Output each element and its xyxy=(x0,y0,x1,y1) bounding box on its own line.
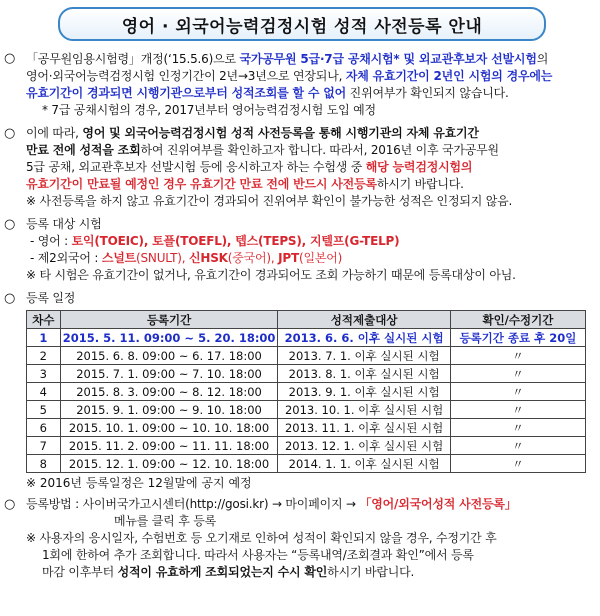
content xyxy=(4,50,594,587)
section-regulation-change xyxy=(4,50,594,119)
note-cont: 1회에 한하여 추가 조회합니다. 따라서 사용자는 “등록내역/조회결과 확인”에서 등록 xyxy=(42,548,474,562)
cell-confirm-period: 〃 xyxy=(450,383,585,401)
cell-confirm-period: 〃 xyxy=(450,347,585,365)
cell-registration-period: 2015. 11. 2. 09:00 ~ 11. 11. 18:00 xyxy=(60,437,278,455)
cell-score-target: 2013. 6. 6. 이후 실시된 시험 xyxy=(278,329,450,347)
table-header-row xyxy=(27,311,586,329)
method-line: 메뉴를 클릭 후 등록 xyxy=(114,514,216,528)
cell-round: 3 xyxy=(27,365,61,383)
paragraph-line: 유효기간이 경과되면 시행기관으로부터 성적조회를 할 수 없어 진위여부가 확인되지 않습니다. xyxy=(26,86,509,100)
section-registration-schedule xyxy=(4,290,594,307)
note: ※ 사용자의 응시일자, 수험번호 등 오기재로 인하여 성적이 확인되지 않을 경우, 수정기간 후 xyxy=(26,531,497,545)
cell-registration-period: 2015. 8. 3. 09:00 ~ 8. 12. 18:00 xyxy=(60,383,278,401)
cell-score-target: 2013. 9. 1. 이후 실시된 시험 xyxy=(278,383,450,401)
section-heading: 등록 대상 시험 xyxy=(26,217,102,231)
cell-round: 5 xyxy=(27,401,61,419)
footnote: * 7급 공채시험의 경우, 2017년부터 영어능력검정시험 도입 예정 xyxy=(42,103,376,117)
table-row xyxy=(27,455,586,473)
cell-confirm-period: 〃 xyxy=(450,401,585,419)
cell-score-target: 2013. 7. 1. 이후 실시된 시험 xyxy=(278,347,450,365)
note-cont: 마감 이후부터 성적이 유효하게 조회되었는지 수시 확인하시기 바랍니다. xyxy=(42,565,415,579)
section-pre-registration-purpose xyxy=(4,125,594,210)
note: ※ 사전등록을 하지 않고 유효기간이 경과되어 진위여부 확인이 불가능한 성적은 인정되지 않음. xyxy=(26,194,513,208)
cell-confirm-period: 등록기간 종료 후 20일 xyxy=(450,329,585,347)
second-language-tests-line: - 제2외국어 : 스널트(SNULT), 신HSK(중국어), JPT(일본어) xyxy=(30,251,343,265)
table-row xyxy=(27,329,586,347)
header-confirm-period: 확인/수정기간 xyxy=(450,311,585,329)
cell-confirm-period: 〃 xyxy=(450,437,585,455)
cell-round: 6 xyxy=(27,419,61,437)
cell-round: 4 xyxy=(27,383,61,401)
cell-score-target: 2013. 10. 1. 이후 실시된 시험 xyxy=(278,401,450,419)
paragraph-line: 5급 공채, 외교관후보자 선발시험 등에 응시하고자 하는 수험생 중 해당 능력검정시험의 xyxy=(26,160,473,174)
header-round: 차수 xyxy=(27,311,61,329)
cell-registration-period: 2015. 12. 1. 09:00 ~ 12. 10. 18:00 xyxy=(60,455,278,473)
cell-registration-period: 2015. 6. 8. 09:00 ~ 6. 17. 18:00 xyxy=(60,347,278,365)
cell-confirm-period: 〃 xyxy=(450,455,585,473)
header-registration-period: 등록기간 xyxy=(60,311,278,329)
section-body xyxy=(26,125,594,210)
paragraph-line: 이에 따라, 영어 및 외국어능력검정시험 성적 사전등록을 통해 시행기관의 자체 유효기간 xyxy=(26,126,479,140)
cell-round: 2 xyxy=(27,347,61,365)
section-registration-method xyxy=(4,496,594,581)
table-row xyxy=(27,401,586,419)
cell-score-target: 2013. 8. 1. 이후 실시된 시험 xyxy=(278,365,450,383)
cell-round: 1 xyxy=(27,329,61,347)
cell-registration-period: 2015. 9. 1. 09:00 ~ 9. 10. 18:00 xyxy=(60,401,278,419)
section-body xyxy=(26,496,594,581)
note: ※ 타 시험은 유효기간이 없거나, 유효기간이 경과되어도 조회 가능하기 때문에 등록대상이 아님. xyxy=(26,268,516,282)
header-score-target: 성적제출대상 xyxy=(278,311,450,329)
cell-confirm-period: 〃 xyxy=(450,365,585,383)
page-title-box xyxy=(58,7,546,41)
method-line: 등록방법 : 사이버국가고시센터(http://gosi.kr) → 마이페이지 → 「영어/외국어성적 사전등록」 xyxy=(26,497,517,511)
circle-bullet-icon: ○ xyxy=(4,126,16,141)
cell-confirm-period: 〃 xyxy=(450,419,585,437)
cell-registration-period: 2015. 7. 1. 09:00 ~ 7. 10. 18:00 xyxy=(60,365,278,383)
cell-score-target: 2013. 12. 1. 이후 실시된 시험 xyxy=(278,437,450,455)
section-body xyxy=(26,290,594,307)
paragraph-line: 영어·외국어능력검정시험 인정기간이 2년→3년으로 연장되나, 자체 유효기간이 2년인 시험의 경우에는 xyxy=(26,69,553,83)
schedule-note: ※ 2016년 등록일정은 12월말에 공지 예정 xyxy=(26,476,252,490)
cell-round: 8 xyxy=(27,455,61,473)
paragraph-line: 만료 전에 성적을 조회하여 진위여부를 확인하고자 합니다. 따라서, 2016년 이후 국가공무원 xyxy=(26,143,499,157)
table-row xyxy=(27,383,586,401)
schedule-table-wrap xyxy=(4,310,594,492)
cell-score-target: 2014. 1. 1. 이후 실시된 시험 xyxy=(278,455,450,473)
cell-score-target: 2013. 11. 1. 이후 실시된 시험 xyxy=(278,419,450,437)
table-row xyxy=(27,365,586,383)
page-title: 영어 · 외국어능력검정시험 성적 사전등록 안내 xyxy=(121,16,483,37)
cell-registration-period: 2015. 5. 11. 09:00 ~ 5. 20. 18:00 xyxy=(60,329,278,347)
cell-registration-period: 2015. 10. 1. 09:00 ~ 10. 10. 18:00 xyxy=(60,419,278,437)
circle-bullet-icon: ○ xyxy=(4,497,16,512)
cell-round: 7 xyxy=(27,437,61,455)
section-body xyxy=(26,51,594,119)
table-row xyxy=(27,437,586,455)
circle-bullet-icon: ○ xyxy=(4,51,16,66)
paragraph-line: 「공무원임용시험령」개정(‘15.5.6)으로 국가공무원 5급·7급 공채시험* 및 외교관후보자 선발시험의 xyxy=(26,52,549,66)
table-row xyxy=(27,347,586,365)
schedule-table xyxy=(26,310,586,473)
english-tests-line: - 영어 : 토익(TOEIC), 토플(TOEFL), 텝스(TEPS), 지텔프(G-TELP) xyxy=(30,234,400,248)
paragraph-line: 유효기간이 만료될 예정인 경우 유효기간 만료 전에 반드시 사전등록하시기 바랍니다. xyxy=(26,177,464,191)
table-row xyxy=(27,419,586,437)
section-body xyxy=(26,216,594,284)
circle-bullet-icon: ○ xyxy=(4,217,16,232)
section-heading: 등록 일정 xyxy=(26,291,76,305)
schedule-table-body xyxy=(27,329,586,473)
circle-bullet-icon: ○ xyxy=(4,291,16,306)
section-eligible-tests xyxy=(4,216,594,284)
